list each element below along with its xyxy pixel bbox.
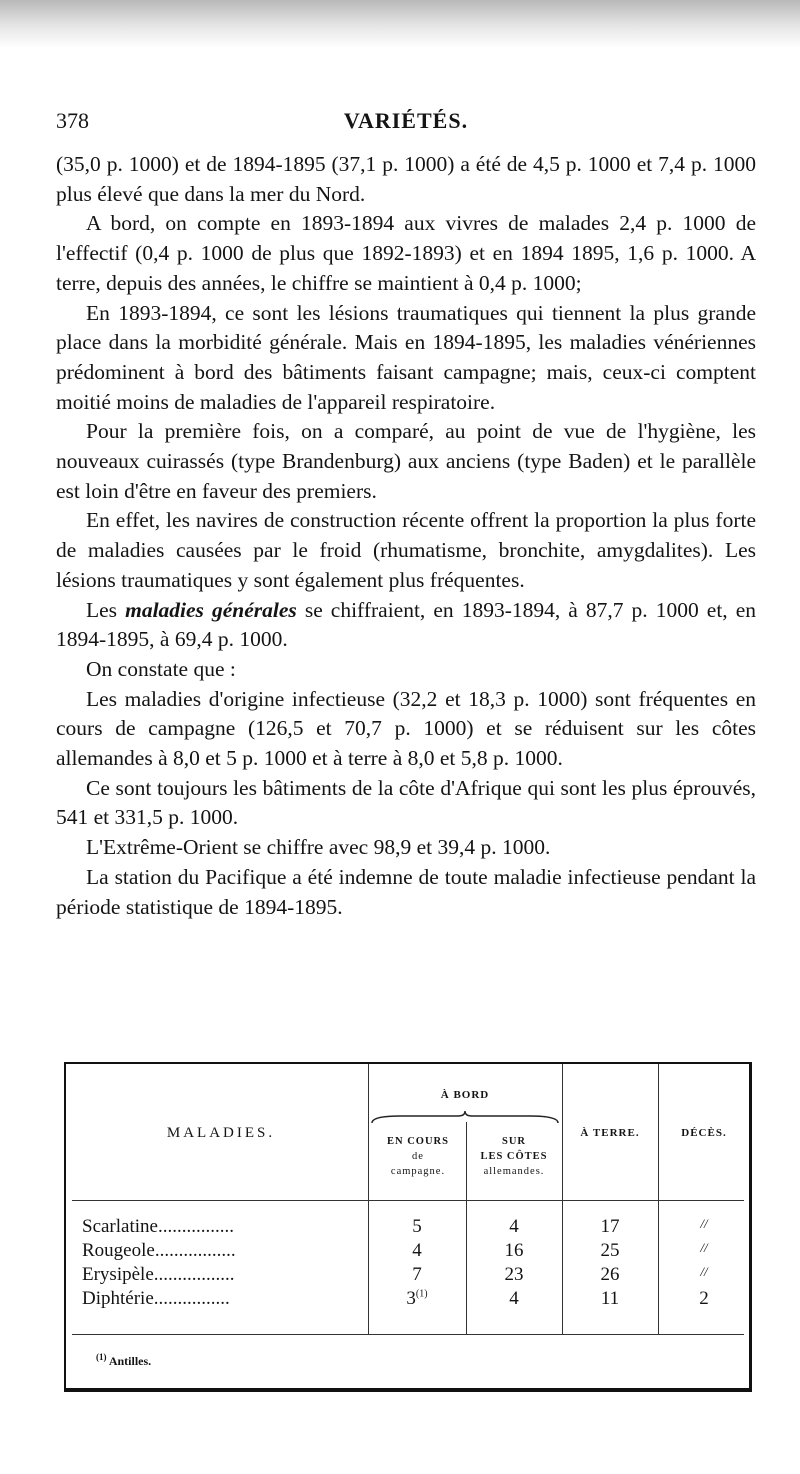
table-footnote bbox=[96, 1352, 151, 1369]
paragraph-1: (35,0 p. 1000) et de 1894-1895 (37,1 p. 1000) a été de 4,5 p. 1000 et 7,4 p. 1000 plus élevé que dans la mer du Nord. bbox=[56, 152, 756, 206]
a-bord-brace bbox=[370, 1110, 560, 1124]
cell-scarlatine-cotes: 4 bbox=[509, 1216, 519, 1237]
header-sur-line1: SUR bbox=[501, 1136, 526, 1147]
cell-erysipele-deces: // bbox=[700, 1264, 708, 1279]
footnote-text: Antilles. bbox=[108, 1354, 152, 1368]
header-rule bbox=[72, 1200, 744, 1201]
paragraph-11: La station du Pacifique a été indemne de toute maladie infectieuse pendant la période statistique de 1894-1895. bbox=[56, 864, 756, 919]
paragraph-6-prefix: Les bbox=[86, 597, 126, 622]
paragraph-9: Ce sont toujours les bâtiments de la côte d'Afrique qui sont les plus éprouvés, 541 et 331,5 p. 1000. bbox=[56, 775, 756, 830]
paragraph-6 bbox=[56, 596, 756, 655]
header-en-cours-line1: EN COURS bbox=[387, 1136, 449, 1147]
row-name-rougeole: Rougeole................. bbox=[82, 1240, 236, 1261]
cell-scarlatine-deces: // bbox=[700, 1216, 708, 1231]
scan-edge-shading bbox=[0, 0, 800, 48]
cell-erysipele-terre: 26 bbox=[600, 1264, 620, 1285]
cell-rougeole-terre: 25 bbox=[600, 1240, 620, 1261]
row-name-diphterie: Diphtérie................ bbox=[82, 1288, 230, 1309]
row-name-erysipele: Erysipèle................. bbox=[82, 1264, 235, 1285]
cell-scarlatine-terre: 17 bbox=[600, 1216, 620, 1237]
paragraph-6-suffix: se chiffraient, en 1893-1894, à 87,7 p. 1000 et, en 1894-1895, à 69,4 p. 1000. bbox=[56, 597, 757, 652]
page-number: 378 bbox=[56, 108, 89, 133]
header-en-cours bbox=[370, 1134, 466, 1179]
disease-table bbox=[64, 1062, 752, 1392]
cell-diphterie-terre: 11 bbox=[600, 1288, 620, 1309]
body-text bbox=[56, 150, 756, 922]
emphasis-maladies-generales: maladies générales bbox=[125, 597, 297, 622]
paragraph-8: Les maladies d'origine infectieuse (32,2 et 18,3 p. 1000) sont fréquentes en cours de campagne (126,5 et 70,7 p. 1000) et se réduisent sur les côtes allemandes à 8,0 et 5 p. 1000 et à terre à 8,0 et 5,8 p. 1000. bbox=[56, 686, 756, 771]
footer-rule bbox=[72, 1334, 744, 1335]
paragraph-2: A bord, on compte en 1893-1894 aux vivres de malades 2,4 p. 1000 de l'effectif (0,4 p. 1000 de plus que 1892-1893) et en 1894 1895, 1,6 p. 1000. A terre, depuis des années, le chiffre se maintient à 0,4 p. 1000; bbox=[56, 211, 756, 295]
page-header bbox=[56, 108, 756, 138]
cell-diphterie-deces: 2 bbox=[699, 1288, 709, 1309]
header-sur-line3: allemandes. bbox=[483, 1166, 545, 1177]
header-en-cours-line2: de bbox=[412, 1151, 424, 1162]
header-deces: DÉCÈS. bbox=[681, 1127, 727, 1139]
cell-diphterie-campagne-value: 3 bbox=[406, 1288, 416, 1309]
paragraph-4: Pour la première fois, on a comparé, au point de vue de l'hygiène, les nouveaux cuirassés (type Brandenburg) aux anciens (type Baden) et le parallèle est loin d'être en faveur des premiers. bbox=[56, 419, 756, 503]
cell-diphterie-cotes: 4 bbox=[509, 1288, 519, 1309]
row-name-scarlatine: Scarlatine................ bbox=[82, 1216, 234, 1237]
cell-erysipele-campagne: 7 bbox=[412, 1264, 422, 1285]
paragraph-7: On constate que : bbox=[86, 656, 236, 681]
cell-diphterie-campagne bbox=[368, 1288, 466, 1312]
cell-rougeole-campagne: 4 bbox=[412, 1240, 422, 1261]
cell-rougeole-cotes: 16 bbox=[504, 1240, 524, 1261]
running-title: VARIÉTÉS. bbox=[343, 108, 469, 133]
header-sur-line2: LES CÔTES bbox=[480, 1151, 548, 1162]
paragraph-10: L'Extrême-Orient se chiffre avec 98,9 et 39,4 p. 1000. bbox=[86, 835, 551, 860]
cell-erysipele-cotes: 23 bbox=[504, 1264, 524, 1285]
header-a-terre: À TERRE. bbox=[580, 1127, 640, 1139]
cell-scarlatine-campagne: 5 bbox=[412, 1216, 422, 1237]
header-sur-cotes bbox=[466, 1134, 562, 1179]
footnote-ref: (1) bbox=[415, 1288, 428, 1300]
cell-rougeole-deces: // bbox=[700, 1240, 708, 1255]
header-en-cours-line3: campagne. bbox=[390, 1166, 446, 1177]
header-maladies: MALADIES. bbox=[166, 1125, 276, 1141]
paragraph-5: En effet, les navires de construction récente offrent la proportion la plus forte de maladies causées par le froid (rhumatisme, bronchite, amygdalites). Les lésions traumatiques y sont également plus fréquentes. bbox=[56, 508, 756, 592]
paragraph-3: En 1893-1894, ce sont les lésions traumatiques qui tiennent la plus grande place dans la morbidité générale. Mais en 1894-1895, les maladies vénériennes prédominent à bord des bâtiments faisant campagne; mais, ceux-ci comptent moitié moins de maladies de l'appareil respiratoire. bbox=[56, 300, 756, 414]
header-a-bord: À BORD bbox=[440, 1089, 490, 1101]
footnote-mark: (1) bbox=[96, 1352, 107, 1362]
